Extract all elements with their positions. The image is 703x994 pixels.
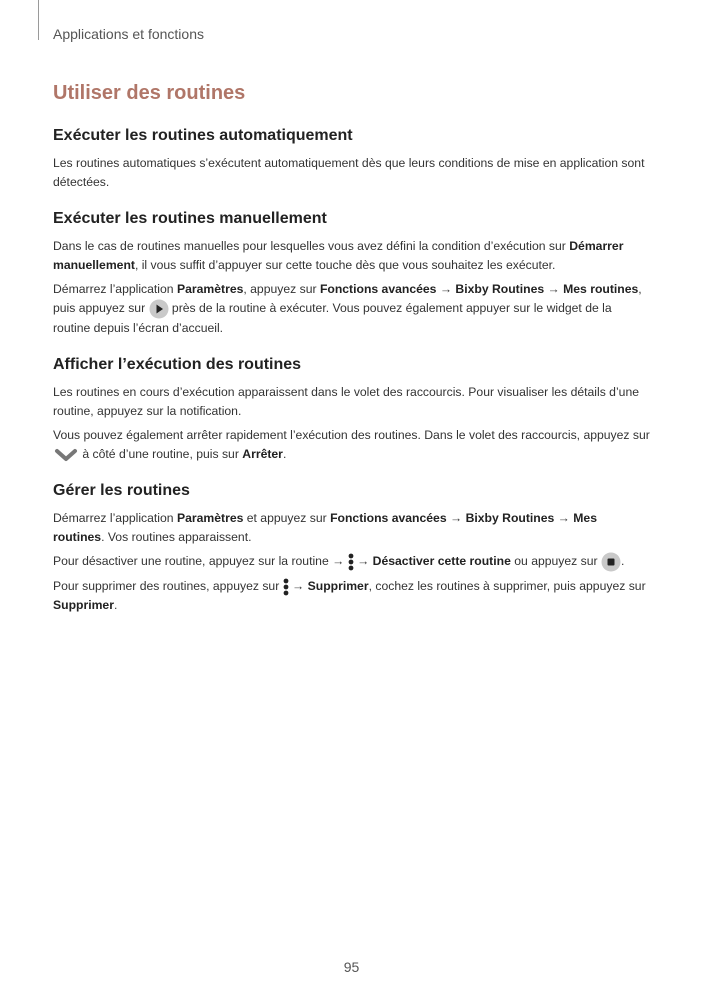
page-number: 95	[343, 959, 360, 975]
paragraph: Les routines en cours d’exécution apparaissent dans le volet des raccourcis. Pour visualiser les détails d’une routine, appuyez sur la notification.	[53, 385, 639, 418]
chevron-down-icon	[53, 447, 79, 463]
stop-circle-icon	[601, 552, 621, 572]
running-header: Applications et fonctions	[53, 26, 204, 42]
paragraph: Les routines automatiques s’exécutent automatiquement dès que leurs conditions de mise en application sont détectées.	[53, 156, 645, 189]
play-circle-icon	[149, 299, 169, 319]
paragraph: Vous pouvez également arrêter rapidement l’exécution des routines. Dans le volet des raccourcis, appuyez sur à côté d’une routine, puis sur Arrêter.	[53, 428, 650, 461]
section-view-running	[53, 356, 651, 464]
header-rule	[38, 0, 39, 40]
section-manual-routines	[53, 210, 651, 338]
section-heading: Exécuter les routines manuellement	[53, 210, 327, 227]
paragraph: Pour désactiver une routine, appuyez sur la routine → → Désactiver cette routine ou appuyez sur .	[53, 552, 651, 572]
page-title: Utiliser des routines	[53, 82, 246, 104]
section-manage-routines	[53, 482, 651, 615]
paragraph: Pour supprimer des routines, appuyez sur → Supprimer, cochez les routines à supprimer, puis appuyez sur Supprimer.	[53, 579, 646, 612]
paragraph: Dans le cas de routines manuelles pour lesquelles vous avez défini la condition d’exécution sur Démarrer manuellement, il vous suffit d’appuyer sur cette touche dès que vous souhaitez les exécuter.	[53, 239, 624, 272]
section-heading: Afficher l’exécution des routines	[53, 356, 302, 373]
page-content	[53, 82, 651, 633]
section-heading: Gérer les routines	[53, 482, 190, 499]
paragraph: Démarrez l’application Paramètres et appuyez sur Fonctions avancées → Bixby Routines → Mes routines. Vos routines apparaissent.	[53, 511, 597, 544]
section-heading: Exécuter les routines automatiquement	[53, 127, 353, 144]
paragraph: Démarrez l’application Paramètres, appuyez sur Fonctions avancées → Bixby Routines → Mes routines, puis appuyez sur près de la routine à exécuter. Vous pouvez également appuyer sur le widget de la routine depuis l’écran d’accueil.	[53, 282, 642, 335]
section-auto-routines	[53, 127, 651, 192]
